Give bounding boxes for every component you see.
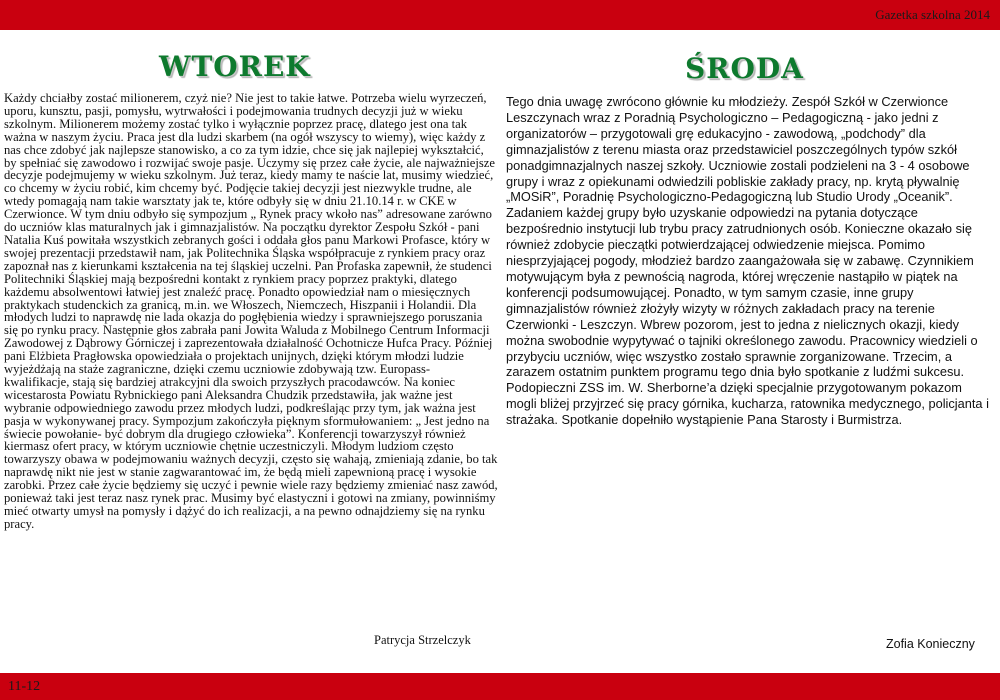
left-article-text: Każdy chciałby zostać milionerem, czyż nie? Nie jest to takie łatwe. Potrzeba wielu wyrzeczeń, uporu, kunsztu, pasji, pomysłu, wytrwałości i podejmowania trudnych decyzji już w wieku szkolnym. Milionerem możemy zostać tylko i wyłącznie poprzez pracę, dlatego jest ona tak ważna w naszym życiu. Praca jest dla ludzi skarbem (na ogół wszyscy to wiemy), więc każdy z nas chce zdobyć jak najlepsze stanowisko, a co za tym idzie, chce się jak najlepiej wykształcić, by spełniać się zawodowo i rozwijać swoje pasje. Uczymy się przez całe życie, ale najważniejsze decyzje podejmujemy w wieku szkolnym. Już teraz, kiedy mamy te naście lat, musimy wiedzieć, co chcemy w życiu robić, kim chcemy być. Podjęcie takiej decyzji jest niezwykle trudne, ale wtedy pomagają nam takie warsztaty jak te, które odbyły się w dniu 21.10.14 r. w CKE w Czerwionce. W tym dniu odbyło się sympozjum „ Rynek pracy wkoło nas” adresowane zarówno do uczniów klas maturalnych jak i gimnazjalistów. Na początku dyrektor Zespołu Szkół - pani Natalia Kuś powitała wszystkich zebranych gości i oddała głos panu Markowi Profasce, który w swojej prezentacji przedstawił nam, jak Politechnika Śląska współpracuje z rynkiem pracy oraz zapoznał nas z kierunkami kształcenia na tej śląskiej uczelni. Pan Profaska zapewnił, że studenci Politechniki Śląskiej mają bezpośredni kontakt z rynkiem pracy poprzez praktyki, dlatego każdemu absolwentowi łatwiej jest znaleźć pracę. Ponadto opowiedział nam o miesięcznych praktykach studenckich za granicą, m.in. we Włoszech, Niemczech, Hiszpanii i Holandii. Dla młodych ludzi to naprawdę nie lada okazja do pogłębienia wiedzy i sprawniejszego poruszania się po rynku pracy. Następnie głos zabrała pani Jowita Waluda z Mobilnego Centrum Informacji Zawodowej z Dąbrowy Górniczej i zaprezentowała działalność Ochotnicze Hufca Pracy. Później pani Elżbieta Pragłowska opowiedziała o projektach unijnych, dzięki którym młodzi ludzie wyjeżdżają na staże zagraniczne, dzięki czemu uczniowie zdobywają tzw. Europass- kwalifikacje, stają się bardziej atrakcyjni dla swoich przyszłych pracodawców. Na koniec wicestarosta Powiatu Rybnickiego pani Aleksandra Chudzik przedstawiła, jak ważne jest wybranie odpowiedniego zawodu przez młodych ludzi, podkreślając przy tym, jak ważna jest pasja w wykonywanej pracy. Sympozjum zakończyła pięknym sformułowaniem: „ Jest jedno na świecie powołanie- być dobrym dla drugiego człowieka”. Konferencji towarzyszył również kiermasz ofert pracy, w którym uczniowie chętnie uczestniczyli. Młodym ludziom często towarzyszy obawa w podejmowaniu ważnych decyzji, często się wahają, zmieniają zdanie, bo tak naprawdę nikt nie jest w stanie zagwarantować im, że będą mieli zapewnioną pracę i wysokie zarobki. Przez całe życie będziemy się uczyć i pewnie wiele razy będziemy zmieniać nasz zawód, ponieważ taki jest teraz nasz rynek prac. Musimy być elastyczni i gotowi na zmiany, powinniśmy mieć otwarty umysł na pomysły i dążyć do ich realizacji, a na pewno odnajdziemy się na rynku pracy. <box>4 91 498 531</box>
right-author: Zofia Konieczny <box>886 637 975 651</box>
left-title: WTOREK <box>159 50 311 83</box>
left-author: Patrycja Strzelczyk <box>374 633 471 647</box>
right-title: ŚRODA <box>685 52 804 85</box>
page-numbers: 11-12 <box>8 679 41 694</box>
right-article-text: Tego dnia uwagę zwrócono głównie ku młodzieży. Zespół Szkół w Czerwionce Leszczynach wraz z Poradnią Psychologiczno – Pedagogiczną - jako jedni z organizatorów – przygotowali grę edukacyjno - zawodową, „podchody” dla gimnazjalistów z terenu miasta oraz przedstawiciel poszczególnych typów szkół ponadgimnazjalnych naszej szkoły. Uczniowie zostali podzieleni na 3 - 4 osobowe grupy i wraz z opiekunami odwiedzili pobliskie zakłady pracy, np. krytą pływalnię „MOSiR”, Poradnię Psychologiczno-Pedagogiczną lub Studio Urody „Oceanik”. Zadaniem każdej grupy było uzyskanie odpowiedzi na pytania dotyczące bezpośrednio instytucji lub trybu pracy zatrudnionych osób. Konieczne okazało się również zdobycie pieczątki potwierdzającej odwiedzenie miejsca. Pomimo niesprzyjającej pogody, młodzież bardzo zaangażowała się w zabawę. Czynnikiem motywującym była z pewnością nagroda, której wręczenie nastąpiło w piątek na konferencji podsumowującej. Ponadto, w tym samym czasie, inne grupy gimnazjalistów również złożyły wizyty w różnych zakładach pracy na terenie Czerwionki - Leszczyn. Wbrew pozorom, jest to jedna z nielicznych okazji, kiedy można swobodnie wypytywać o tajniki określonego zawodu. Pracownicy wiedzieli o przybyciu uczniów, więc wszystko zostało sprawnie zorganizowane. Trzecim, a zarazem ostatnim punktem programu tego dnia było spotkanie z ludźmi sukcesu. Podopieczni ZSS im. W. Sherborne’a dzięki specjalnie przygotowanym pokazom mogli bliżej przyjrzeć się pracy górnika, kucharza, ratownika medycznego, policjanta i strażaka. Spotkanie dopełniło wystąpienie Pana Starosty i Burmistrza. <box>506 94 989 428</box>
header-bar <box>0 0 1000 30</box>
footer-bar <box>0 673 1000 700</box>
header-label: Gazetka szkolna 2014 <box>875 7 990 22</box>
